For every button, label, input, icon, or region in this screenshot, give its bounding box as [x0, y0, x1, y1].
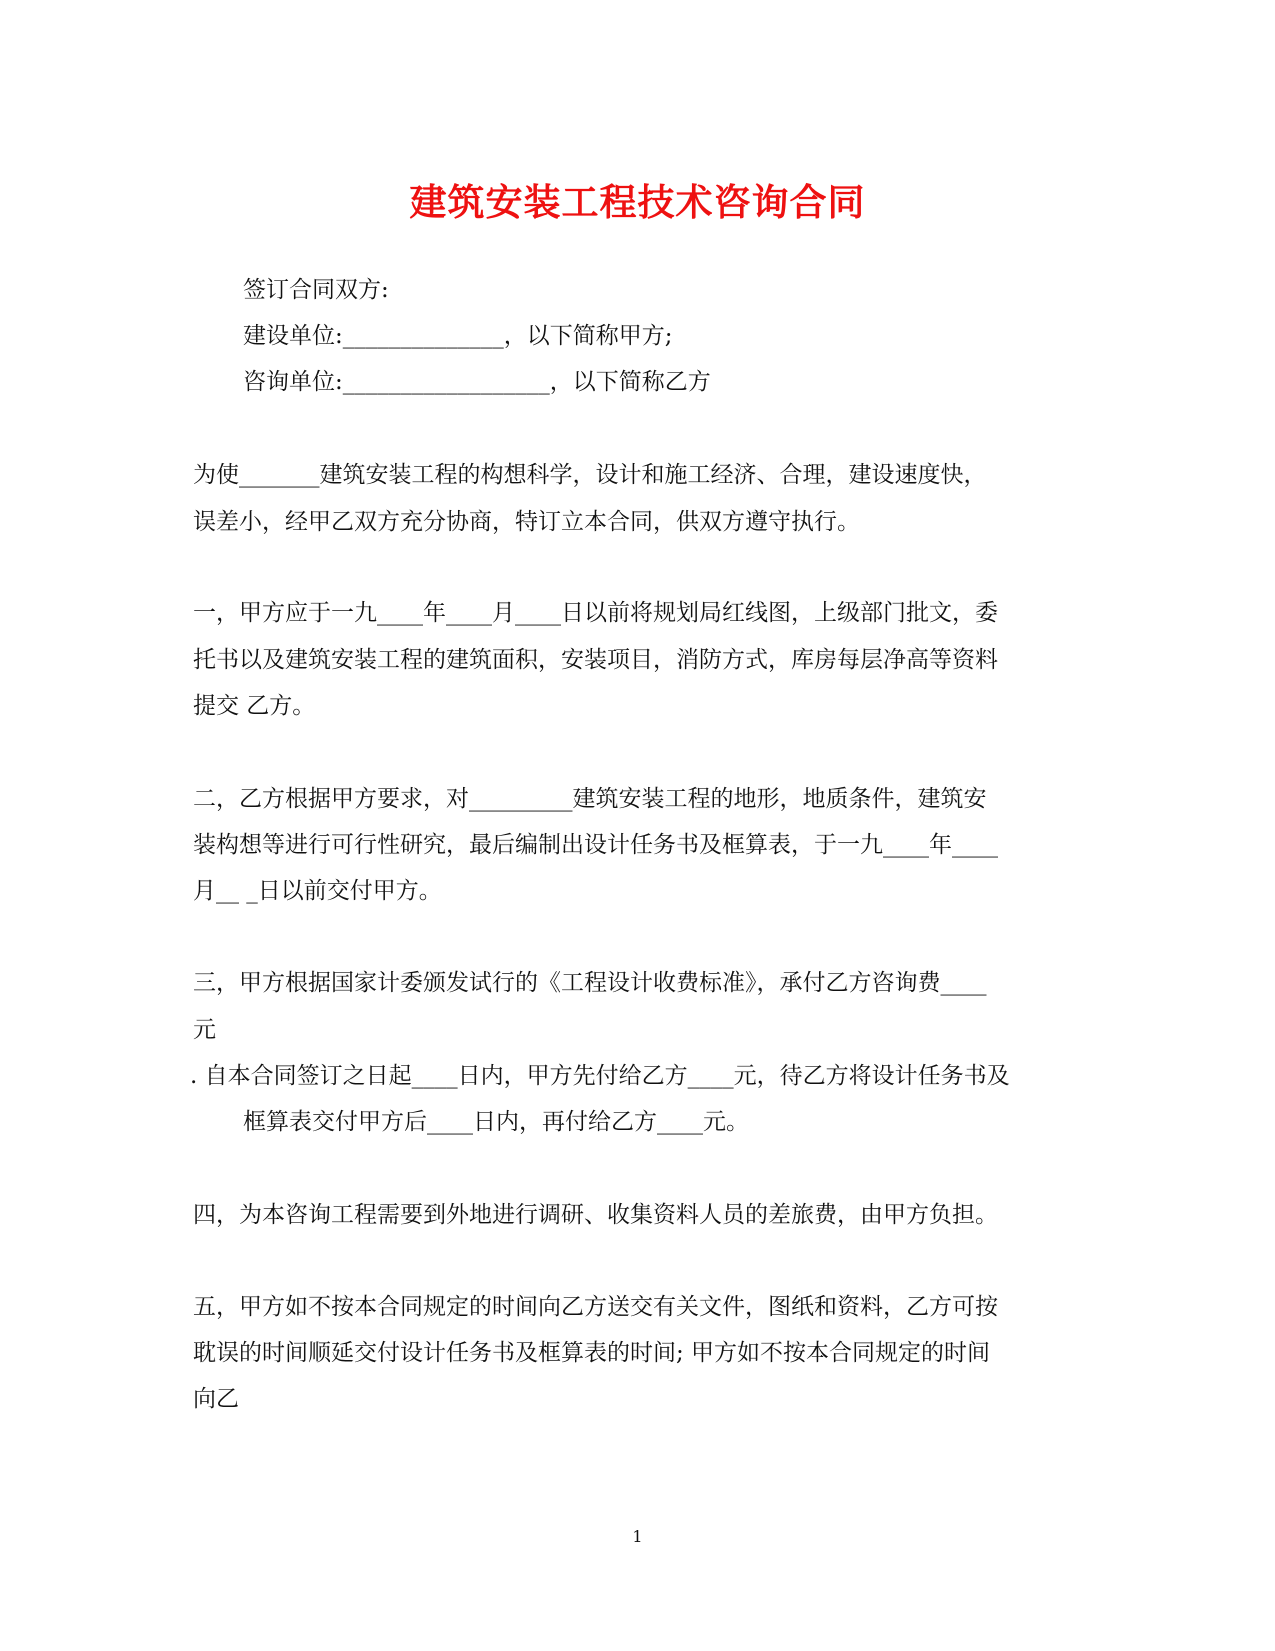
client-party-line: 建设单位:______________，以下简称甲方; — [243, 323, 673, 349]
clause-1-line: 托书以及建筑安装工程的建筑面积，安装项目，消防方式，库房每层净高等资料 — [193, 647, 998, 673]
clause-1-line: 一，甲方应于一九____年____月____日以前将规划局红线图，上级部门批文，委 — [193, 600, 998, 626]
clause-5-line: 耽误的时间顺延交付设计任务书及框算表的时间; 甲方如不按本合同规定的时间 — [193, 1340, 991, 1366]
document-title: 建筑安装工程技术咨询合同 — [409, 180, 866, 224]
preamble-line: 为使_______建筑安装工程的构想科学，设计和施工经济、合理，建设速度快， — [193, 462, 987, 488]
clause-3-line: 元 — [193, 1017, 216, 1043]
preamble-line: 误差小，经甲乙双方充分协商，特订立本合同，供双方遵守执行。 — [193, 509, 860, 535]
clause-4-line: 四，为本咨询工程需要到外地进行调研、收集资料人员的差旅费，由甲方负担。 — [193, 1202, 998, 1228]
clause-2-line: 二，乙方根据甲方要求，对_________建筑安装工程的地形，地质条件，建筑安 — [193, 786, 987, 812]
clause-5-line: 五，甲方如不按本合同规定的时间向乙方送交有关文件，图纸和资料，乙方可按 — [193, 1294, 998, 1320]
clause-3-payment-line: . 自本合同签订之日起____日内，甲方先付给乙方____元，待乙方将设计任务书及 — [190, 1063, 1010, 1089]
consultant-party-line: 咨询单位:__________________，以下简称乙方 — [243, 369, 711, 395]
clause-5-line: 向乙 — [193, 1386, 239, 1412]
clause-1-line: 提交 乙方。 — [193, 693, 316, 719]
page-number: 1 — [632, 1527, 643, 1546]
clause-2-line: 月__ _日以前交付甲方。 — [193, 878, 442, 904]
parties-heading: 签订合同双方: — [243, 277, 389, 303]
clause-2-line: 装构想等进行可行性研究，最后编制出设计任务书及框算表，于一九____年____ — [193, 832, 998, 858]
clause-3-line: 三，甲方根据国家计委颁发试行的《工程设计收费标准》，承付乙方咨询费____ — [193, 970, 987, 996]
clause-3-payment-line: 框算表交付甲方后____日内，再付给乙方____元。 — [243, 1109, 749, 1135]
